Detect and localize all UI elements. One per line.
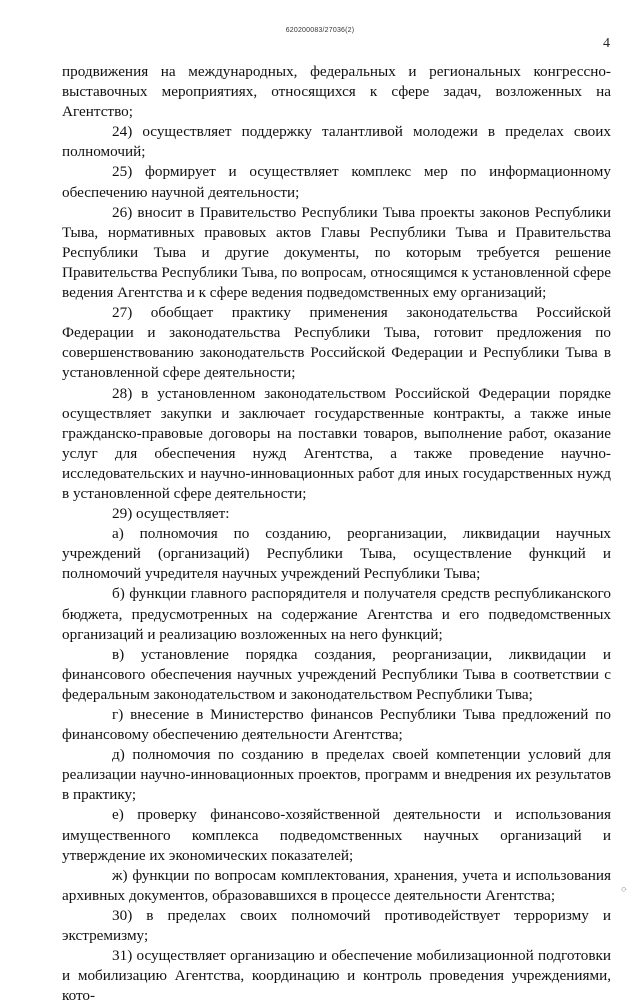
paragraph-item-26: 26) вносит в Правительство Республики Тыва проекты законов Республики Тыва, нормативных правовых актов Главы Республики Тыва и Правительства Республики Тыва и другие документы, по которым требуется решение Правительства Республики Тыва, по вопросам, относящимся к установленной сфере ведения Агентства и к сфере ведения подведомственных ему организаций;	[62, 203, 611, 302]
paragraph-item-30: 30) в пределах своих полномочий противодействует терроризму и экстремизму;	[62, 906, 611, 945]
paragraph-item-29g: г) внесение в Министерство финансов Республики Тыва предложений по финансовому обеспечению деятельности Агентства;	[62, 706, 611, 744]
paragraph-item-27: 27) обобщает практику применения законодательства Российской Федерации и законодательства Республики Тыва, готовит предложения по совершенствованию законодательств Российской Федерации и Республики Тыва в установленной сфере деятельности;	[62, 304, 611, 382]
paragraph-item-29b: б) функции главного распорядителя и получателя средств республиканского бюджета, предусмотренных на содержание Агентства и его подведомственных организаций и реализацию возложенных на него функций;	[62, 585, 611, 643]
document-body	[62, 62, 611, 1006]
paragraph-item-28: 28) в установленном законодательством Российской Федерации порядке осуществляет закупки и заключает государственные контракты, а также иные гражданско-правовые договоры на поставки товаров, выполнение работ, оказание услуг для обеспечения нужд Агентства, а также проведение научно-исследовательских и научно-инновационных работ для иных государственных нужд в установленной сфере деятельности;	[62, 384, 611, 502]
paragraph-continuation: продвижения на международных, федеральных и региональных конгрессно-выставочных мероприятиях, относящихся к сфере задач, возложенных на Агентство;	[62, 63, 611, 121]
paragraph-item-29v: в) установление порядка создания, реорганизации, ликвидации и финансового обеспечения научных учреждений Республики Тыва в соответствии с федеральным законодательством и законодательством Республики Тыва;	[62, 645, 611, 703]
paragraph-item-29e: е) проверку финансово-хозяйственной деятельности и использования имущественного комплекса подведомственных научных организаций и утверждение их экономических показателей;	[62, 806, 611, 864]
document-id: 620200083/27036(2)	[285, 27, 355, 34]
paragraph-item-25: 25) формирует и осуществляет комплекс мер по информационному обеспечению научной деятельности;	[62, 163, 611, 201]
page-number: 4	[603, 36, 610, 51]
paragraph-item-31: 31) осуществляет организацию и обеспечение мобилизационной подготовки и мобилизацию Агентства, координацию и контроль проведения учреждениями, кото-	[62, 947, 611, 1005]
paragraph-item-29a: а) полномочия по созданию, реорганизации, ликвидации научных учреждений (организаций) Республики Тыва, осуществление функций и полномочий учредителя научных учреждений Республики Тыва;	[62, 525, 611, 583]
paragraph-item-24: 24) осуществляет поддержку талантливой молодежи в пределах своих полномочий;	[62, 123, 611, 161]
paragraph-item-29zh: ж) функции по вопросам комплектования, хранения, учета и использования архивных документов, образовавшихся в процессе деятельности Агентства;	[62, 866, 611, 904]
paragraph-item-29d: д) полномочия по созданию в пределах своей компетенции условий для реализации научно-инновационных проектов, программ и внедрения их результатов в практику;	[62, 746, 611, 804]
paragraph-item-29: 29) осуществляет:	[112, 505, 230, 523]
corner-mark-icon: ⟳	[621, 885, 628, 894]
